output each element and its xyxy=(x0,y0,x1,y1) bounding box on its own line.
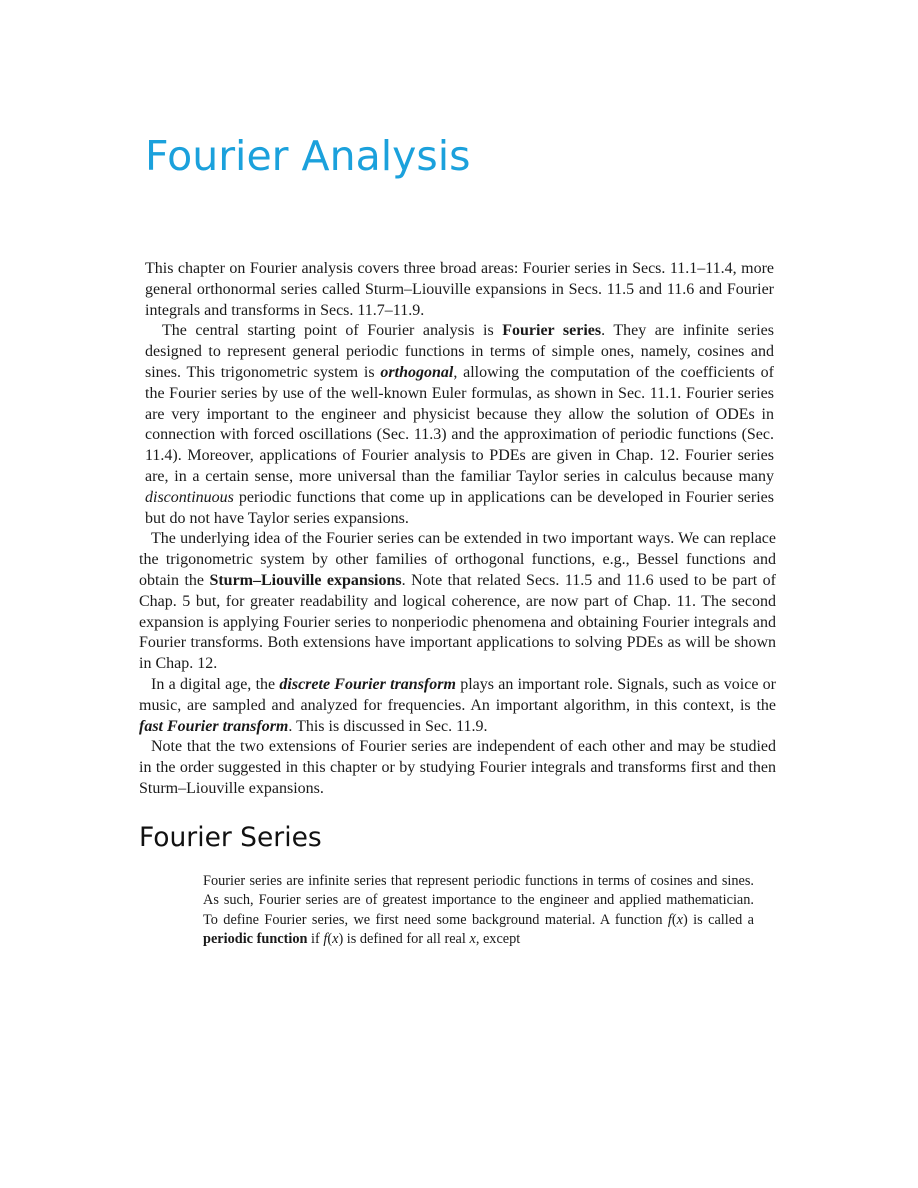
intro-paragraph-1: This chapter on Fourier analysis covers three broad areas: Fourier series in Secs. 11.1–11.4, more general orthonormal series called Sturm–Liouville expansions in Secs. 11.5 and 11.6 and Fourier integrals and transforms in Secs. 11.7–11.9. xyxy=(145,260,774,319)
section-body-paragraph: Fourier series are infinite series that represent periodic functions in terms of cosines and sines. As such, Fourier series are of greatest importance to the engineer and applied mathematician. To define Fourier series, we first need some background material. A function f(x) is called a periodic function if f(x) is defined for all real x, except xyxy=(203,873,754,948)
section-title: Fourier Series xyxy=(139,822,322,853)
chapter-intro xyxy=(139,259,777,800)
intro-paragraph-5: Note that the two extensions of Fourier series are independent of each other and may be studied in the order suggested in this chapter or by studying Fourier integrals and transforms first and then Sturm–Liouville expansions. xyxy=(139,738,776,797)
intro-paragraph-4: In a digital age, the discrete Fourier transform plays an important role. Signals, such as voice or music, are sampled and analyzed for frequencies. An important algorithm, in this context, is the fast Fourier transform. This is discussed in Sec. 11.9. xyxy=(139,675,777,735)
term-periodic-function: periodic function xyxy=(203,931,308,948)
term-fourier-series: Fourier series xyxy=(502,322,602,340)
term-sturm-liouville-expansions: Sturm–Liouville expansions xyxy=(209,571,402,589)
intro-paragraph-2: The central starting point of Fourier analysis is Fourier series. They are infinite series designed to represent general periodic functions in terms of simple ones, namely, cosines and sines. This trigonometric system is orthogonal, allowing the computation of the coefficients of the Fourier series by use of the well-known Euler formulas, as shown in Sec. 11.1. Fourier series are very important to the engineer and physicist because they allow the solution of ODEs in connection with forced oscillations (Sec. 11.3) and the approximation of periodic functions (Sec. 11.4). Moreover, applications of Fourier analysis to PDEs are given in Chap. 12. Fourier series are, in a certain sense, more universal than the familiar Taylor series in calculus because many discontinuous periodic functions that come up in applications can be developed in Fourier series but do not have Taylor series expansions. xyxy=(145,322,775,527)
term-fast-fourier-transform: fast Fourier transform xyxy=(139,717,289,735)
term-orthogonal: orthogonal xyxy=(380,363,454,381)
term-discontinuous: discontinuous xyxy=(145,488,234,506)
chapter-title: Fourier Analysis xyxy=(145,132,471,180)
term-discrete-fourier-transform: discrete Fourier transform xyxy=(279,675,456,693)
intro-paragraph-3: The underlying idea of the Fourier series can be extended in two important ways. We can replace the trigonometric system by other families of orthogonal functions, e.g., Bessel functions and obtain the Sturm–Liouville expansions. Note that related Secs. 11.5 and 11.6 used to be part of Chap. 5 but, for greater readability and logical coherence, are now part of Chap. 11. The second expansion is applying Fourier series to nonperiodic phenomena and obtaining Fourier integrals and Fourier transforms. Both extensions have important applications to solving PDEs as will be shown in Chap. 12. xyxy=(139,530,777,673)
